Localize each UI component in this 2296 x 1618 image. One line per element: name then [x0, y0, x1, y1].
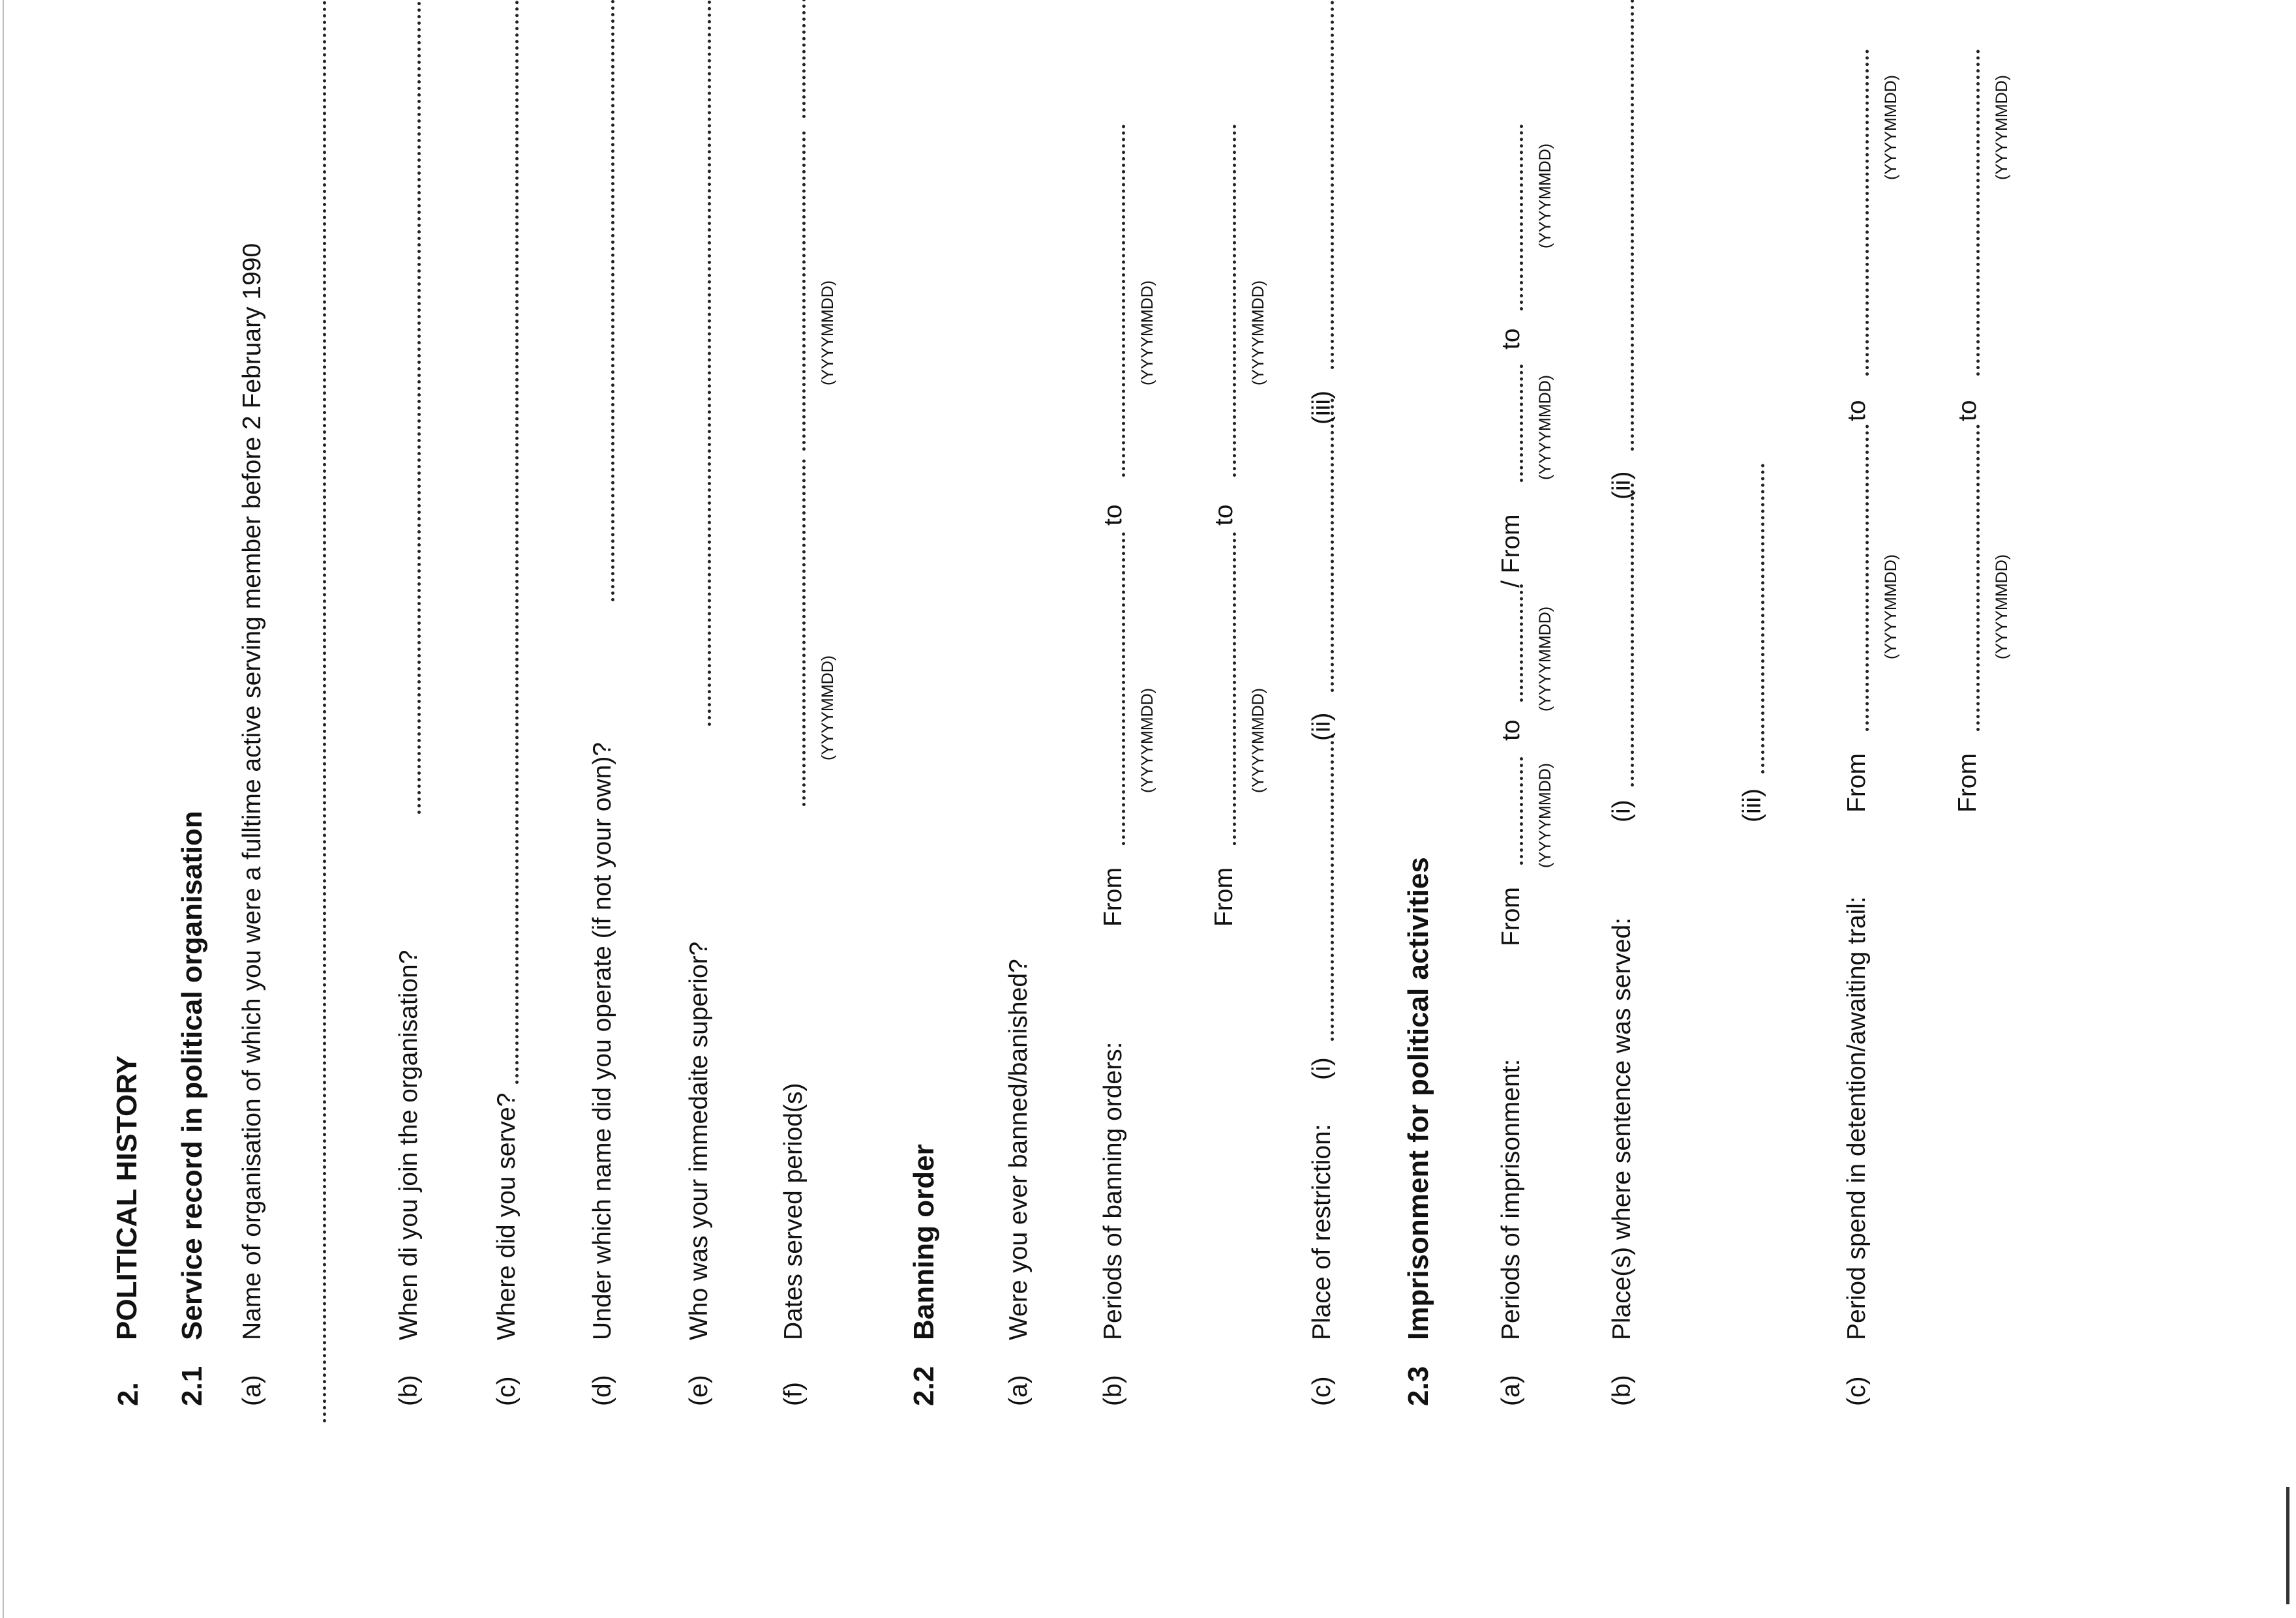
q22c-label: (c) — [1308, 1376, 1336, 1406]
q21b-question: When di you join the organisation? — [395, 950, 423, 1340]
q23b-ii: (ii) — [1608, 471, 1636, 500]
scan-left-edge — [3, 0, 4, 1618]
q23c-from-1: From — [1843, 753, 1871, 813]
q23a-from-hint: (YYYYMMDD) — [1536, 762, 1554, 868]
q23c-to-1: to — [1843, 400, 1871, 421]
q21c-label: (c) — [492, 1376, 521, 1406]
q21d-label: (d) — [588, 1375, 616, 1406]
q23c-question: Period spend in detention/awaiting trail: — [1843, 896, 1871, 1340]
q23c-from-2-line[interactable] — [1976, 425, 1980, 731]
q23a-from2-hint: (YYYYMMDD) — [1536, 374, 1554, 480]
q23a-to: to — [1497, 719, 1525, 741]
q22b-from-2-hint: (YYYYMMDD) — [1249, 687, 1267, 793]
subsection-2-3-title: Imprisonment for political activities — [1402, 857, 1434, 1340]
q23b-question: Place(s) where sentence was served: — [1608, 917, 1636, 1340]
q23c-to-2-line[interactable] — [1976, 50, 1980, 376]
q23c-from-1-hint: (YYYYMMDD) — [1882, 554, 1900, 659]
q23a-to-line[interactable] — [1520, 584, 1523, 702]
subsection-2-2-title: Banning order — [908, 1144, 940, 1340]
q21f-label: (f) — [779, 1382, 808, 1406]
subsection-2-1-number: 2.1 — [176, 1366, 208, 1406]
q21a-question: Name of organisation of which you were a fulltime active serving member before 2 February 1990 — [238, 243, 266, 1340]
q22b-label: (b) — [1099, 1375, 1127, 1406]
q21e-label: (e) — [685, 1375, 713, 1406]
q22b-question: Periods of banning orders: — [1099, 1041, 1127, 1340]
q23a-label: (a) — [1497, 1375, 1525, 1406]
q23b-i-line[interactable] — [1631, 483, 1634, 787]
q23a-to-hint: (YYYYMMDD) — [1536, 606, 1554, 712]
q23b-iii: (iii) — [1738, 788, 1766, 822]
q22b-to-1-line[interactable] — [1122, 125, 1125, 477]
q22b-from-1-line[interactable] — [1122, 532, 1125, 845]
q22b-from-1: From — [1099, 867, 1127, 927]
q23c-from-1-line[interactable] — [1865, 425, 1869, 731]
q23c-to-1-hint: (YYYYMMDD) — [1882, 74, 1900, 180]
q22b-from-1-hint: (YYYYMMDD) — [1138, 687, 1156, 793]
q23a-question: Periods of imprisonment: — [1497, 1058, 1525, 1340]
q22c-i-line[interactable] — [1331, 734, 1334, 1041]
q22b-to-2-line[interactable] — [1233, 125, 1236, 477]
q22b-to-2-hint: (YYYYMMDD) — [1249, 280, 1267, 385]
q23a-slash-from: / From — [1497, 514, 1525, 588]
q23b-i: (i) — [1608, 800, 1636, 822]
subsection-2-1-title: Service record in political organisation — [176, 811, 208, 1340]
q23a-to2-line[interactable] — [1520, 125, 1523, 310]
q22c-iii: (iii) — [1308, 391, 1336, 425]
q23a-to2-hint: (YYYYMMDD) — [1536, 143, 1554, 248]
q22b-to-2: to — [1210, 504, 1238, 526]
q23a-from: From — [1497, 887, 1525, 946]
q23c-from-2: From — [1954, 753, 1982, 813]
q22a-question: Were you ever banned/banished? — [1004, 959, 1033, 1340]
q22b-from-2: From — [1210, 867, 1238, 927]
subsection-2-3-number: 2.3 — [1402, 1366, 1434, 1406]
q23c-to-2: to — [1954, 400, 1982, 421]
q23a-to2: to — [1497, 328, 1525, 350]
q21f-to-hint: (YYYYMMDD) — [819, 280, 837, 385]
q22c-iii-line[interactable] — [1331, 0, 1334, 369]
q23b-label: (b) — [1608, 1375, 1636, 1406]
section-number: 2. — [112, 1382, 144, 1406]
q21f-from-line[interactable] — [802, 459, 806, 806]
q21b-label: (b) — [395, 1375, 423, 1406]
q22c-i: (i) — [1308, 1057, 1336, 1080]
q22b-from-2-line[interactable] — [1233, 532, 1236, 845]
q22b-to-1-hint: (YYYYMMDD) — [1138, 280, 1156, 385]
q21f-extra-line[interactable] — [802, 0, 806, 118]
q21c-answer-line[interactable] — [515, 0, 519, 1084]
q22c-ii: (ii) — [1308, 712, 1336, 741]
q22c-ii-line[interactable] — [1331, 398, 1334, 692]
q21e-answer-line[interactable] — [708, 0, 711, 726]
q21b-answer-line[interactable] — [417, 0, 421, 814]
q23c-to-1-line[interactable] — [1865, 50, 1869, 376]
scan-right-edge-mark — [2286, 1487, 2289, 1604]
subsection-2-2-number: 2.2 — [908, 1366, 940, 1406]
q21a-label: (a) — [238, 1375, 266, 1406]
q23a-from2-line[interactable] — [1520, 365, 1523, 482]
q21f-question: Dates served period(s) — [779, 1083, 808, 1340]
section-title: POLITICAL HISTORY — [111, 1055, 143, 1340]
q23c-to-2-hint: (YYYYMMDD) — [1993, 74, 2011, 180]
q21f-to-line[interactable] — [802, 131, 806, 451]
q21a-answer-line[interactable] — [323, 0, 326, 1422]
q23c-from-2-hint: (YYYYMMDD) — [1993, 554, 2011, 659]
q23b-iii-line[interactable] — [1761, 464, 1764, 773]
q23c-label: (c) — [1843, 1376, 1871, 1406]
q22a-label: (a) — [1004, 1375, 1033, 1406]
q23a-from-line[interactable] — [1520, 757, 1523, 865]
q21e-question: Who was your immedaite superior? — [685, 941, 713, 1340]
q21d-answer-line[interactable] — [611, 0, 614, 601]
q21d-question: Under which name did you operate (if not your own)? — [588, 742, 616, 1340]
q23b-ii-line[interactable] — [1631, 0, 1634, 451]
q21f-from-hint: (YYYYMMDD) — [819, 655, 837, 760]
q21c-question: Where did you serve? — [492, 1092, 521, 1340]
q22b-to-1: to — [1099, 504, 1127, 526]
q22c-question: Place of restriction: — [1308, 1124, 1336, 1340]
